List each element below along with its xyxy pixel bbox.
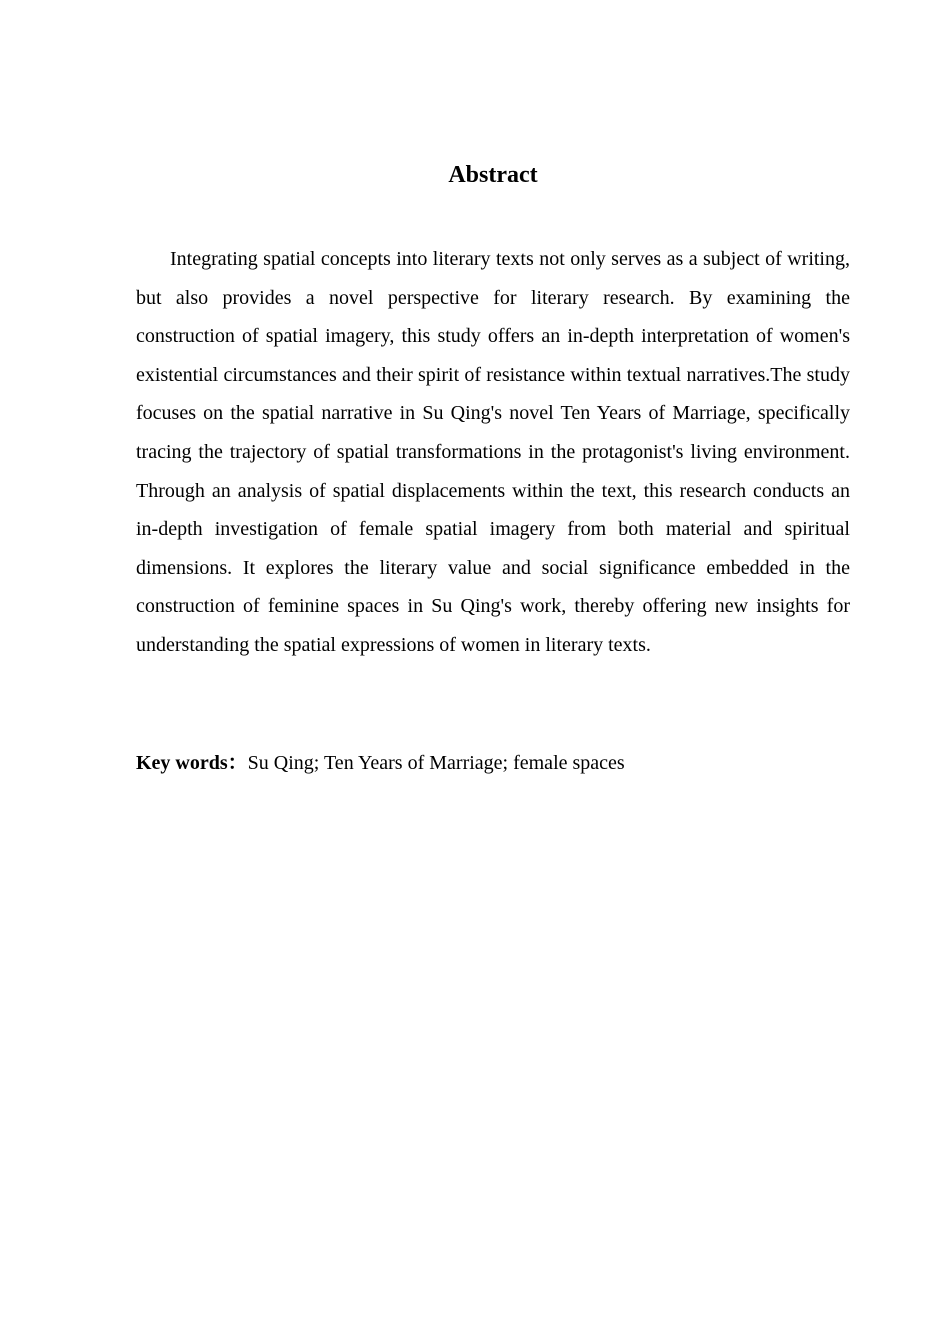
keywords-label: Key words： [136,752,248,774]
keywords-line [136,744,850,782]
keywords-value: Su Qing; Ten Years of Marriage; female spaces [247,752,625,774]
abstract-title: Abstract [448,162,538,188]
abstract-paragraph: Integrating spatial concepts into literary texts not only serves as a subject of writing, but also provides a novel perspective for literary research. By examining the construction of spatial imagery, this study offers an in-depth interpretation of women's existential circumstances and their spirit of resistance within textual narratives.The study focuses on the spatial narrative in Su Qing's novel Ten Years of Marriage, specifically tracing the trajectory of spatial transformations in the protagonist's living environment. Through an analysis of spatial displacements within the text, this research conducts an in-depth investigation of female spatial imagery from both material and spiritual dimensions. It explores the literary value and social significance embedded in the construction of feminine spaces in Su Qing's work, thereby offering new insights for understanding the spatial expressions of women in literary texts. [136,248,850,656]
